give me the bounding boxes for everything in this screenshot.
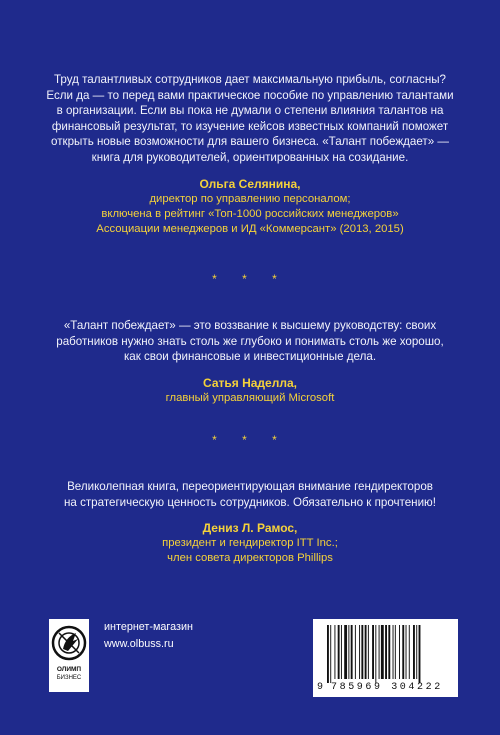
- barcode-bar: [348, 625, 349, 679]
- quote-text-3: [40, 479, 460, 510]
- quote-line: открыть новые возможности для вашего бизнеса. «Талант побеждает» —: [51, 135, 449, 149]
- barcode-bar: [372, 625, 374, 679]
- quote-author-role-2: [40, 391, 460, 406]
- barcode-bar: [406, 625, 407, 679]
- barcode-bar: [409, 625, 410, 679]
- barcode-bar: [419, 625, 421, 683]
- barcode-bar: [416, 625, 417, 679]
- quote-block-1: [40, 72, 460, 237]
- barcode-first-digit: 9: [317, 682, 324, 693]
- quote-line: Труд талантливых сотрудников дает максимальную прибыль, согласны?: [53, 73, 447, 86]
- quote-line: Великолепная книга, переориентирующая внимание гендиректоров: [67, 480, 433, 493]
- barcode-bar: [413, 625, 415, 679]
- olymp-logo-icon: [49, 619, 89, 692]
- role-line: президент и гендиректор ITT Inc.;: [162, 537, 338, 550]
- barcode-bar: [344, 625, 347, 679]
- quote-line: Если да — то перед вами практическое пособие по управлению талантами: [46, 88, 454, 102]
- quote-author-role-1: [40, 192, 460, 237]
- quote-text-2: [40, 318, 460, 365]
- quote-author-2: Сатья Наделла,: [203, 375, 297, 390]
- quote-line: «Талант побеждает» — это воззвание к высшему руководству: своих: [63, 319, 437, 332]
- barcode-bar: [351, 625, 353, 679]
- quote-line: финансовый результат, то изучение кейсов известных компаний поможет: [51, 119, 449, 133]
- separator-stars-1: * * *: [212, 272, 288, 286]
- isbn-barcode: [313, 619, 458, 697]
- barcode-bar: [381, 625, 384, 679]
- publisher-logo: [49, 619, 89, 692]
- barcode-bar: [368, 625, 369, 679]
- quote-block-2: [40, 318, 460, 406]
- barcode-bars: [313, 619, 458, 685]
- quote-line: как свои финансовые и инвестиционные дела.: [123, 350, 377, 364]
- barcode-bar: [395, 625, 396, 679]
- barcode-bar: [355, 625, 356, 679]
- quote-author-3: Дениз Л. Рамос,: [202, 521, 298, 536]
- quote-text-1: [40, 72, 460, 166]
- role-line: включена в рейтинг «Топ-1000 российских менеджеров»: [101, 207, 399, 220]
- quote-block-3: [40, 479, 460, 566]
- logo-text-2: БИЗНЕС: [56, 675, 82, 681]
- role-line: директор по управлению персоналом;: [149, 192, 351, 205]
- role-line: член совета директоров Phillips: [167, 552, 333, 565]
- barcode-bar: [361, 625, 363, 679]
- barcode-bar: [402, 625, 404, 679]
- barcode-bar: [330, 625, 331, 683]
- shop-label: интернет-магазин: [104, 621, 193, 633]
- barcode-bar: [388, 625, 390, 679]
- quote-author-role-3: [40, 536, 460, 566]
- quote-line: на стратегическую ценность сотрудников. Обязательно к прочтению!: [64, 495, 436, 509]
- barcode-bar: [334, 625, 335, 679]
- barcode-bar: [341, 625, 342, 679]
- barcode-bar: [393, 625, 394, 679]
- barcode-bar: [385, 625, 387, 679]
- quote-line: работников нужно знать столь же глубоко и понимать столь же хорошо,: [56, 334, 444, 348]
- barcode-bar: [379, 625, 380, 679]
- barcode-bar: [375, 625, 376, 683]
- shop-info: [104, 619, 193, 653]
- quote-line: книга для руководителей, ориентированных на созидание.: [91, 150, 409, 164]
- logo-text-1: ОЛИМП: [56, 666, 82, 673]
- barcode-bar: [359, 625, 360, 679]
- quote-author-1: Ольга Селянина,: [199, 176, 301, 191]
- barcode-bar: [338, 625, 340, 679]
- quote-line: в организации. Если вы пока не думали о степени влияния талантов на: [56, 104, 444, 118]
- barcode-bar: [365, 625, 367, 679]
- barcode-bar: [327, 625, 329, 683]
- role-line: Ассоциации менеджеров и ИД «Коммерсант» (2013, 2015): [96, 222, 404, 235]
- shop-url: www.olbuss.ru: [104, 638, 174, 650]
- barcode-rest-digits: 785969 304222: [331, 682, 443, 693]
- barcode-bar: [399, 625, 400, 679]
- role-line: главный управляющий Microsoft: [165, 391, 335, 404]
- separator-stars-2: * * *: [212, 433, 288, 447]
